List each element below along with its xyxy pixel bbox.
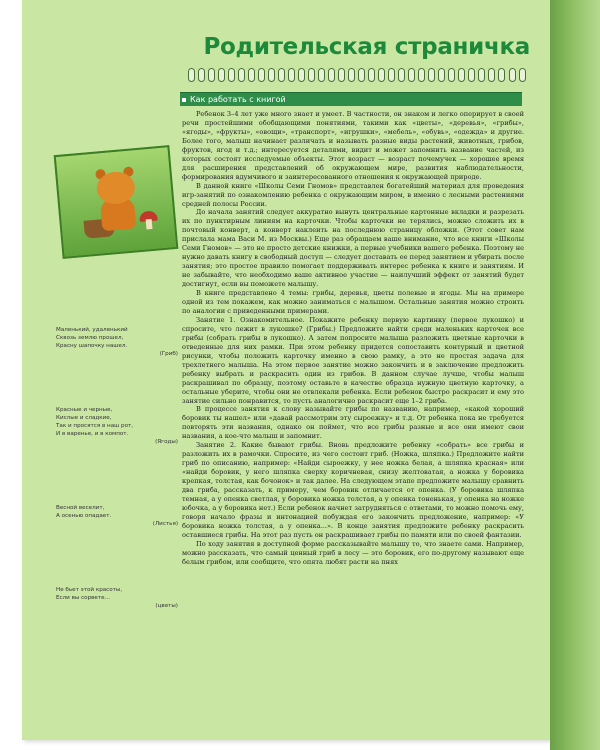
riddle-line: Если вы сорвете...: [56, 595, 110, 601]
paragraph: Занятие 1. Ознакомительное. Покажите ребенку первую картинку (первое лукошко) и спросите, что лежит в лукошке? (Грибы.) Предложите найти среди маленьких карточек все грибы (собрать грибы в лукошко). А затем попросите малыша разложить цветные карточки в отведенные для них рамки. При этом ребенку придется сопоставить контурный и цветной рисунки, чтобы положить карточку именно в свою рамку, а это не простая задача для трехлетнего малыша. На этом первое занятие можно закончить и в заключение предложить ребенку выбрать и раскрасить один из грибов. В данном случае лучше, чтобы малыш раскрашивал по образцу, поэтому оставьте в качестве образца нужную цветную карточку, а остальные уберите, чтобы они не отвлекали ребенка. Если ребенок быстро раскрасит и ему это занятие сильно понравится, то пусть аналогично раскрасит еще 1–2 гриба.: [182, 315, 524, 405]
bullet-icon: [182, 98, 186, 102]
section-header-bar: [180, 92, 522, 106]
spiral-ring: [338, 68, 345, 82]
spiral-ring: [208, 68, 215, 82]
spiral-ring: [228, 68, 235, 82]
spiral-binding: [188, 66, 526, 84]
paragraph: По ходу занятия в доступной форме рассказывайте малышу то, что знаете сами. Например, можно рассказать, что самый ценный гриб в лесу — это боровик, его по-другому называют еще белым грибом, или сообщите, что опята любят расти на пнях: [182, 539, 524, 566]
riddle-3: [56, 504, 182, 528]
tiger-illustration: [54, 145, 179, 259]
spiral-ring: [368, 68, 375, 82]
paragraph: До начала занятий следует аккуратно вынуть центральные картонные вкладки и разрезать их по пунктирным линиям на карточки. Чтобы карточки не терялись, можно сложить их в почтовый конверт, а конверт наклеить на последнюю страницу обложки. (Этот совет нам прислала мама Васи М. из Москвы.) Еще раз обращаем ваше внимание, что все книги «Школы Семи Гномов» — это не просто детские книжки, а первые учебники вашего ребенка. Поэтому не нужно давать книгу в свободный доступ — следует доставать ее перед занятием и убирать после занятия; это простое правило помогает поддерживать интерес ребенка к книге и занятиям. И не забывайте, что необходимо ваше активное участие — наилучший эффект от занятий будет достигнут, если вы поможете малышу.: [182, 208, 524, 289]
spiral-ring: [438, 68, 445, 82]
spiral-ring: [428, 68, 435, 82]
riddle-line: Не бьет этой красоты,: [56, 587, 123, 593]
riddle-line: Весной веселит,: [56, 505, 105, 511]
riddle-4: [56, 586, 182, 610]
spiral-ring: [398, 68, 405, 82]
riddle-answer: (цветы): [155, 603, 178, 609]
spiral-ring: [198, 68, 205, 82]
riddle-line: Кислые и сладкие,: [56, 415, 112, 421]
spiral-ring: [408, 68, 415, 82]
spiral-ring: [218, 68, 225, 82]
riddle-answer: (Гриб): [159, 351, 178, 357]
spiral-ring: [248, 68, 255, 82]
article-body: [182, 110, 524, 567]
paragraph: В процессе занятия к слову называйте грибы по названию, например, «какой хороший боровик ты нашел» или «давай рассмотрим эту сыроежку» и т.д. От ребенка пока не требуется повторять эти названия, однако он поймет, что все грибы разные и все они имеют свои названия, а кое-что малыш и запомнит.: [182, 405, 524, 441]
spiral-ring: [498, 68, 505, 82]
spiral-ring: [318, 68, 325, 82]
spiral-ring: [509, 68, 516, 82]
page-title: Родительская страничка: [203, 34, 530, 60]
spiral-ring: [478, 68, 485, 82]
spiral-ring: [308, 68, 315, 82]
paragraph: В книге представлено 4 темы: грибы, деревья, цветы полевые и ягоды. Мы на примере одной из тем покажем, как можно заниматься с малышом. Остальные занятия можно строить по аналогии с приведенными примерами.: [182, 289, 524, 315]
spiral-ring: [378, 68, 385, 82]
riddle-line: И в варенье, и в компот.: [56, 431, 129, 437]
riddle-line: Красные и черные,: [56, 407, 113, 413]
spiral-ring: [448, 68, 455, 82]
spiral-ring: [258, 68, 265, 82]
spiral-ring: [268, 68, 275, 82]
spiral-ring: [278, 68, 285, 82]
spiral-ring: [458, 68, 465, 82]
spiral-ring: [238, 68, 245, 82]
spiral-ring: [468, 68, 475, 82]
spiral-ring: [288, 68, 295, 82]
spiral-ring: [519, 68, 526, 82]
spiral-ring: [328, 68, 335, 82]
spiral-ring: [388, 68, 395, 82]
paragraph: В данной книге «Школы Семи Гномов» представлен богатейший материал для проведения игр-занятий по ознакомлению ребенка с окружающим миром, в именно с лесными растениями средней полосы России.: [182, 181, 524, 208]
riddle-answer: (Листья): [152, 521, 178, 527]
riddle-line: А осенью опадает.: [56, 513, 112, 519]
spiral-ring: [188, 68, 195, 82]
spiral-ring: [298, 68, 305, 82]
spiral-ring: [358, 68, 365, 82]
page-edge-strip: [550, 0, 600, 750]
paragraph: Ребенок 3–4 лет уже много знает и умеет. В частности, он знаком и легко оперирует в своей речи простейшими обобщающими понятиями, такими как «цветы», «деревья», «грибы», «ягоды», «фрукты», «овощи», «транспорт», «игрушки», «мебель», «обувь», «одежда» и другие. Более того, малыш начинает различать и называть разные виды растений, животных, грибов, фруктов, ягод и т.д.; интересуется деталями, видит и может запомнить название частей, из которых состоят исследуемые объекты. Этот возраст — возраст почемучек — хорошее время для расширения представлений об окружающем мире, развития наблюдательности, формирования вдумчивого и заинтересованного отношения к окружающей природе.: [182, 110, 524, 181]
spiral-ring: [488, 68, 495, 82]
riddle-line: Маленький, удаленький: [56, 327, 128, 333]
section-title: Как работать с книгой: [190, 95, 286, 104]
paragraph: Занятие 2. Какие бывают грибы. Вновь предложите ребенку «собрать» все грибы и разложить их в рамочки. Спросите, из чего состоит гриб. (Ножка, шляпка.) Предложите найти гриб по описанию, например: «Найди сыроежку, у нее ножка белая, а шляпка красная» или «найди боровик, у него шляпка сверху коричневая, снизу желтоватая, а ножка у боровика крепкая, толстая, как бочонок» и так далее. На следующем этапе предложите малышу сравнить два гриба, рассказать, к примеру, чем боровик отличается от опенка. (У боровика шляпка темная, а у опенка светлая, у боровика ножка толстая, а у опенка тоненькая, у опенка на ножке юбочка, а у боровика нет.) Если ребенок начнет затрудняться с ответами, то можно помочь ему, говоря начало фразы и интонацией побуждая его закончить предложение, например: «У боровика ножка толстая, а у опенка...». В конце занятия предложите ребенку раскрасить оставшиеся грибы. На этот раз пусть он раскрашивает грибы по памяти или по своей фантазии.: [182, 441, 524, 539]
spiral-ring: [418, 68, 425, 82]
spiral-ring: [348, 68, 355, 82]
riddle-line: Сквозь землю прошел,: [56, 335, 124, 341]
riddle-answer: (Ягоды): [155, 439, 178, 445]
riddle-line: Красну шапочку нашел.: [56, 343, 128, 349]
riddle-line: Так и просятся в наш рот,: [56, 423, 134, 429]
riddle-2: [56, 406, 182, 446]
riddle-1: [56, 326, 182, 358]
